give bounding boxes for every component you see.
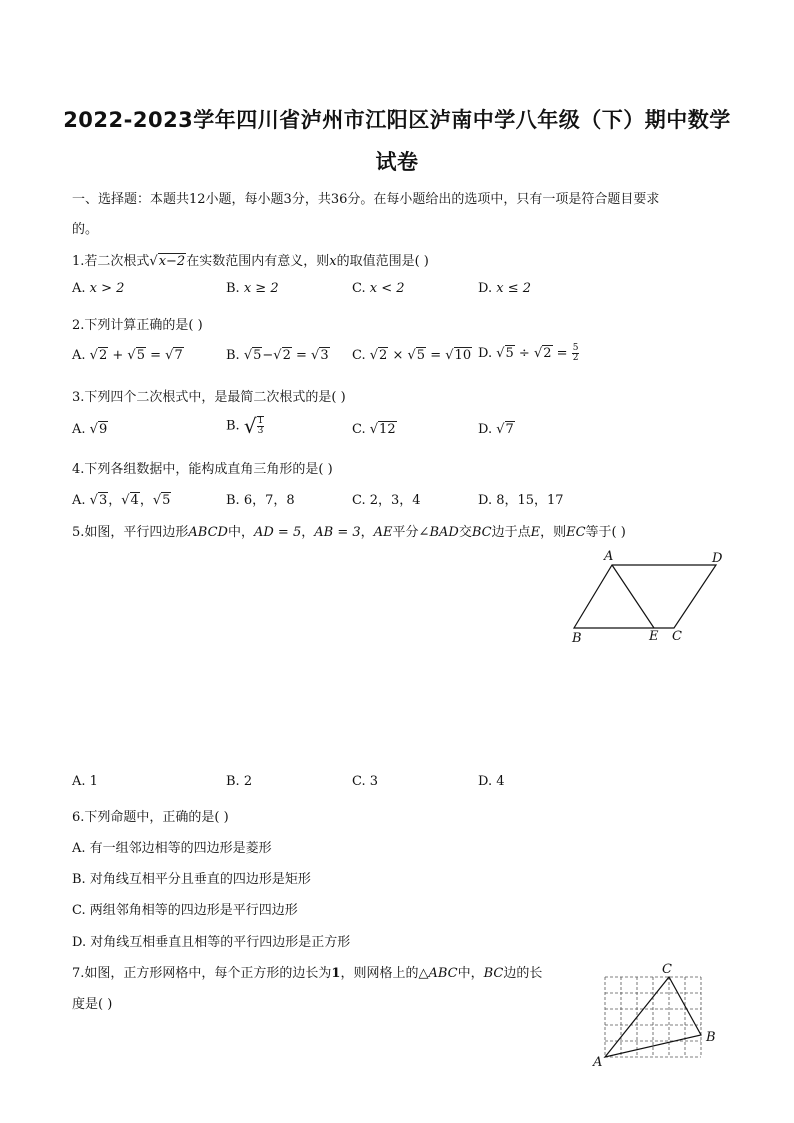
q3-option-d[interactable]: D. √7 (478, 422, 514, 437)
operator: = (552, 346, 572, 361)
radicand: 7 (174, 348, 183, 363)
text: ，则 (540, 525, 567, 540)
text: 7.如图，正方形网格中，每个正方形的边长为 (72, 966, 332, 981)
option-label: C. (352, 422, 366, 437)
radicand: 3 (98, 493, 108, 508)
label-c: C (662, 962, 672, 977)
text: ， (360, 525, 374, 540)
math: BC (483, 966, 504, 981)
label-a: A (604, 549, 614, 564)
fraction (572, 344, 580, 363)
label-b: B (572, 631, 582, 646)
q5-option-a[interactable]: A. 1 (72, 774, 98, 789)
question-3: 3.下列四个二次根式中，是最简二次根式的是( ) (72, 390, 346, 405)
section-header-cont: 的。 (72, 222, 99, 237)
q6-option-c[interactable]: C. 两组邻角相等的四边形是平行四边形 (72, 903, 298, 918)
q1-suffix: 的取值范围是( ) (336, 254, 429, 269)
radicand: 5 (253, 348, 262, 363)
math: AD = 5 (253, 525, 302, 540)
text: 交 (458, 525, 472, 540)
q4-option-c[interactable]: C. 2，3，4 (352, 493, 421, 508)
radicand: 5 (416, 348, 426, 363)
option-math: x ≥ 2 (243, 281, 279, 296)
q1-middle: 在实数范围内有意义，则 (186, 254, 330, 269)
q1-radicand: x−2 (158, 254, 186, 269)
fraction (257, 416, 265, 436)
question-2: 2.下列计算正确的是( ) (72, 318, 203, 333)
math: AB = 3 (314, 525, 361, 540)
option-label: C. (352, 281, 366, 296)
radicand: 2 (543, 346, 552, 361)
question-6: 6.下列命题中，正确的是( ) (72, 810, 229, 825)
option-label: B. (226, 418, 240, 434)
option-math: x > 2 (89, 281, 125, 296)
question-5 (72, 521, 626, 540)
operator: = (426, 348, 446, 363)
q2-option-d[interactable]: D. √5 ÷ √2 = $\frac{5}{2}$ (478, 343, 579, 363)
math: △ABC (418, 966, 458, 981)
radicand: 12 (379, 422, 396, 437)
q4-option-a[interactable]: A. √3，√4，√5 (72, 493, 171, 508)
radicand: 10 (454, 348, 472, 363)
denominator: 2 (572, 353, 579, 363)
denominator: 3 (257, 426, 264, 436)
radical-sign: √ (243, 414, 257, 438)
math: E (530, 525, 541, 540)
numerator: 1 (257, 416, 264, 426)
option-label: A. (72, 281, 86, 296)
math: ∠BAD (418, 525, 459, 540)
option-label: A. (72, 493, 86, 508)
label-c: C (672, 629, 682, 644)
separator: ， (139, 493, 153, 508)
text: 边于点 (491, 525, 531, 540)
radicand: 2 (282, 348, 291, 363)
operator: = (145, 348, 166, 363)
q3-option-a[interactable]: A. √9 (72, 422, 108, 437)
q1-option-c[interactable] (352, 281, 405, 296)
radicand: 5 (162, 493, 171, 508)
option-label: C. (352, 348, 366, 363)
page-title: 2022-2023学年四川省泸州市江阳区泸南中学八年级（下）期中数学 (63, 108, 731, 132)
q4-option-d[interactable]: D. 8，15，17 (478, 493, 564, 508)
separator: ， (108, 493, 122, 508)
segment-ae (612, 565, 654, 628)
q5-option-b[interactable]: B. 2 (226, 774, 253, 789)
operator: − (262, 348, 274, 363)
question-7-cont: 度是( ) (72, 997, 113, 1012)
numerator: 5 (572, 343, 579, 353)
radicand: 9 (98, 422, 108, 437)
radicand: 5 (505, 346, 514, 361)
radicand: 2 (98, 348, 108, 363)
q2-option-a[interactable]: A. √2 + √5 = √7 (72, 348, 183, 363)
option-math: x < 2 (369, 281, 405, 296)
text: 中， (457, 966, 484, 981)
q6-option-b[interactable]: B. 对角线互相平分且垂直的四边形是矩形 (72, 872, 311, 887)
option-label: D. (478, 422, 493, 437)
q1-option-b[interactable] (226, 281, 279, 296)
text: 等于( ) (585, 525, 626, 540)
operator: = (291, 348, 312, 363)
option-label: A. (72, 422, 86, 437)
operator: + (108, 348, 128, 363)
option-label: B. (226, 281, 240, 296)
math: BC (471, 525, 492, 540)
q6-option-a[interactable]: A. 有一组邻边相等的四边形是菱形 (72, 841, 272, 856)
q1-option-a[interactable] (72, 281, 124, 296)
q1-option-d[interactable] (478, 281, 531, 296)
label-a: A (593, 1055, 603, 1070)
text: 边的长 (503, 966, 543, 981)
q4-option-b[interactable]: B. 6，7，8 (226, 493, 295, 508)
option-label: D. (478, 346, 493, 361)
text: ，则网格上的 (340, 966, 419, 981)
text: ， (301, 525, 315, 540)
option-label: A. (72, 348, 86, 363)
operator: ÷ (514, 346, 534, 361)
q1-var: x (329, 254, 337, 269)
math: ABCD (188, 525, 228, 540)
radical-sign: √ (149, 254, 158, 269)
q3-option-b[interactable] (226, 414, 264, 438)
text: 中， (227, 525, 254, 540)
parallelogram-abcd (574, 565, 716, 628)
q3-option-c[interactable]: C. √12 (352, 422, 396, 437)
radicand: 5 (136, 348, 145, 363)
radicand: 7 (505, 422, 514, 437)
label-e: E (649, 629, 659, 644)
text: 平分 (392, 525, 419, 540)
option-label: D. (478, 281, 493, 296)
radicand: 4 (130, 493, 139, 508)
math: EC (566, 525, 586, 540)
label-b: B (706, 1030, 716, 1045)
q2-option-c[interactable]: C. √2 × √5 = √10 (352, 348, 472, 363)
label-d: D (712, 551, 723, 566)
q6-option-d[interactable]: D. 对角线互相垂直且相等的平行四边形是正方形 (72, 935, 351, 950)
question-7 (72, 962, 542, 981)
parallelogram-figure (566, 546, 736, 646)
math: AE (373, 525, 393, 540)
radicand: 2 (379, 348, 388, 363)
math: 1 (331, 966, 341, 981)
option-label: B. (226, 348, 240, 363)
dashed-grid (605, 977, 701, 1057)
option-math: x ≤ 2 (496, 281, 531, 296)
section-header: 一、选择题：本题共12小题，每小题3分，共36分。在每小题给出的选项中，只有一项是符合题目要求 (72, 192, 660, 207)
grid-triangle-figure (588, 960, 728, 1070)
page-title-cont: 试卷 (375, 150, 419, 174)
q1-prefix: 1.若二次根式 (72, 254, 150, 269)
q5-option-d[interactable]: D. 4 (478, 774, 505, 789)
operator: × (388, 348, 408, 363)
question-1 (72, 250, 429, 269)
question-4: 4.下列各组数据中，能构成直角三角形的是( ) (72, 462, 333, 477)
q2-option-b[interactable]: B. √5−√2 = √3 (226, 348, 329, 363)
q5-option-c[interactable]: C. 3 (352, 774, 379, 789)
text: 5.如图，平行四边形 (72, 525, 189, 540)
radicand: 3 (320, 348, 329, 363)
